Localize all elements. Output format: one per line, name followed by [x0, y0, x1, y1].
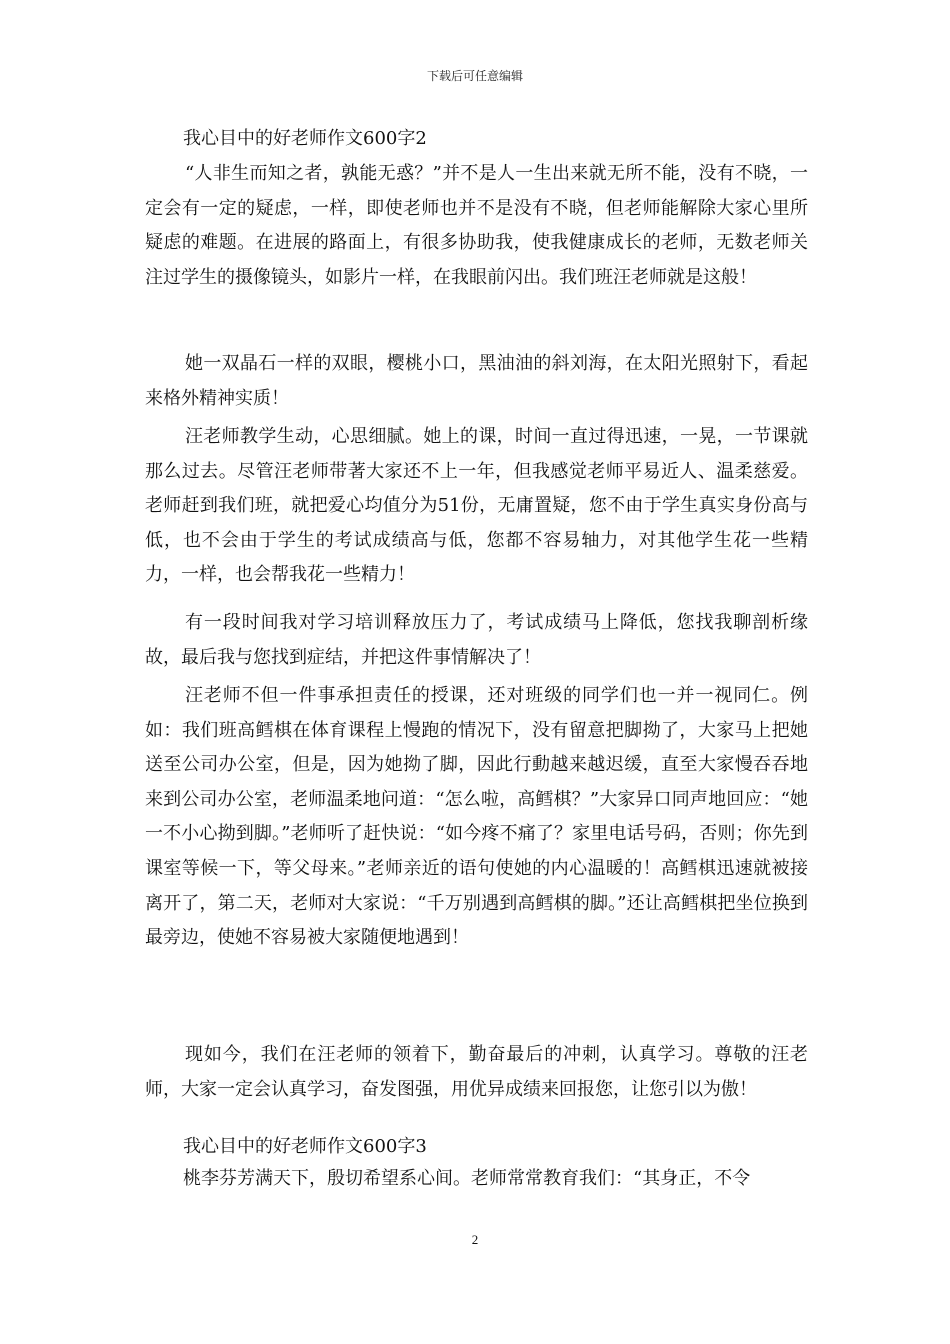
paragraph: 有一段时间我对学习培训释放压力了，考试成绩马上降低，您找我聊剖析缘故，最后我与您找到症结，并把这件事情解决了！	[145, 612, 808, 668]
paragraph: 现如今，我们在汪老师的领着下，勤奋最后的冲刺，认真学习。尊敬的汪老师，大家一定会认真学习，奋发图强，用优异成绩来回报您，让您引以为傲！	[145, 1044, 808, 1100]
paragraph: 她一双晶石一样的双眼，樱桃小口，黑油油的斜刘海，在太阳光照射下，看起来格外精神实质！	[145, 353, 808, 409]
page-header: 下载后可任意编辑	[426, 69, 523, 83]
paragraph: 汪老师不但一件事承担责任的授课，还对班级的同学们也一并一视同仁。例如：我们班高鳕棋在体育课程上慢跑的情况下，没有留意把脚拗了，大家马上把她送至公司办公室，但是，因为她拗了脚，因此行動越来越迟缓，直至大家慢吞吞地来到公司办公室，老师温柔地问道：“怎么啦，高鳕棋？”大家异口同声地回应：“她一不小心拗到脚。”老师听了赶快说：“如今疼不痛了？家里电话号码，否则；你先到课室等候一下，等父母来。”老师亲近的语句使她的内心温暖的！高鳕棋迅速就被接离开了，第二天，老师对大家说：“千万别遇到高鳕棋的脚。”还让高鳕棋把坐位换到最旁边，使她不容易被大家随便地遇到！	[145, 685, 808, 949]
section-title: 我心目中的好老师作文600字2	[183, 128, 427, 149]
paragraph: 汪老师教学生动，心思细腻。她上的课，时间一直过得迅速，一晃，一节课就那么过去。尽管汪老师带著大家还不上一年，但我感觉老师平易近人、温柔慈爱。老师赶到我们班，就把爱心均值分为51份，无庸置疑，您不由于学生真实身份高与低，也不会由于学生的考试成绩高与低，您都不容易轴力，对其他学生花一些精力，一样，也会帮我花一些精力！	[145, 426, 808, 586]
page-number: 2	[471, 1232, 479, 1247]
paragraph: “人非生而知之者，孰能无惑？”并不是人一生出来就无所不能，没有不晓，一定会有一定的疑虑，一样，即使老师也并不是没有不晓，但老师能解除大家心里所疑虑的难题。在进展的路面上，有很多协助我，使我健康成长的老师，无数老师关注过学生的摄像镜头，如影片一样，在我眼前闪出。我们班汪老师就是这般！	[145, 163, 808, 288]
section-title: 我心目中的好老师作文600字3	[183, 1136, 427, 1157]
paragraph: 桃李芬芳满天下，殷切希望系心间。老师常常教育我们：“其身正，不令	[183, 1168, 751, 1189]
